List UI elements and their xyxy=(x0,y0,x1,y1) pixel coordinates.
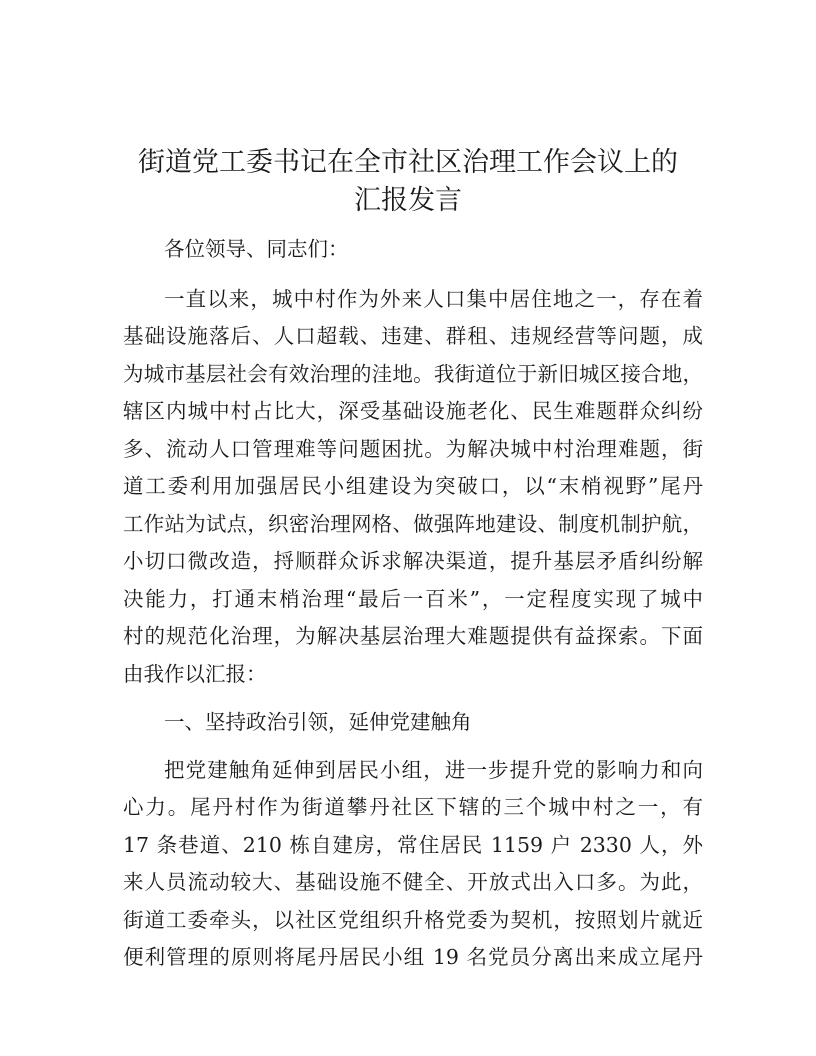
body-line: 多、流动人口管理难等问题困扰。为解决城中村治理难题，街 xyxy=(123,437,703,461)
body-line: 辖区内城中村占比大，深受基础设施老化、民生难题群众纠纷 xyxy=(123,399,703,423)
body-line: 一直以来，城中村作为外来人口集中居住地之一，存在着 xyxy=(164,287,703,311)
body-line: 基础设施落后、人口超载、违建、群租、违规经营等问题，成 xyxy=(123,324,703,348)
salutation: 各位领导、同志们： xyxy=(164,237,349,261)
body-line: 决能力，打通末梢治理“最后一百米”，一定程度实现了城中 xyxy=(123,587,703,611)
body-line: 街道工委牵头，以社区党组织升格党委为契机，按照划片就近 xyxy=(123,908,703,932)
body-line: 心力。尾丹村作为街道攀丹社区下辖的三个城中村之一，有 xyxy=(123,795,703,819)
body-line: 为城市基层社会有效治理的洼地。我街道位于新旧城区接合地， xyxy=(123,362,703,386)
body-line: 17 条巷道、210 栋自建房，常住居民 1159 户 2330 人，外 xyxy=(123,833,703,857)
body-line: 村的规范化治理，为解决基层治理大难题提供有益探索。下面 xyxy=(123,624,703,648)
document-title-line-1: 街道党工委书记在全市社区治理工作会议上的 xyxy=(138,147,678,178)
body-line: 小切口微改造，捋顺群众诉求解决渠道，提升基层矛盾纠纷解 xyxy=(123,549,703,573)
section-heading: 一、坚持政治引领，延伸党建触角 xyxy=(164,710,472,734)
body-line: 便利管理的原则将尾丹居民小组 19 名党员分离出来成立尾丹 xyxy=(123,945,703,969)
body-line: 道工委利用加强居民小组建设为突破口，以“末梢视野”尾丹 xyxy=(123,474,703,498)
body-line: 由我作以汇报： xyxy=(123,662,267,686)
document-title-line-2: 汇报发言 xyxy=(354,185,462,216)
body-line: 把党建触角延伸到居民小组，进一步提升党的影响力和向 xyxy=(164,758,703,782)
body-line: 来人员流动较大、基础设施不健全、开放式出入口多。为此， xyxy=(123,870,703,894)
body-line: 工作站为试点，织密治理网格、做强阵地建设、制度机制护航， xyxy=(123,512,703,536)
